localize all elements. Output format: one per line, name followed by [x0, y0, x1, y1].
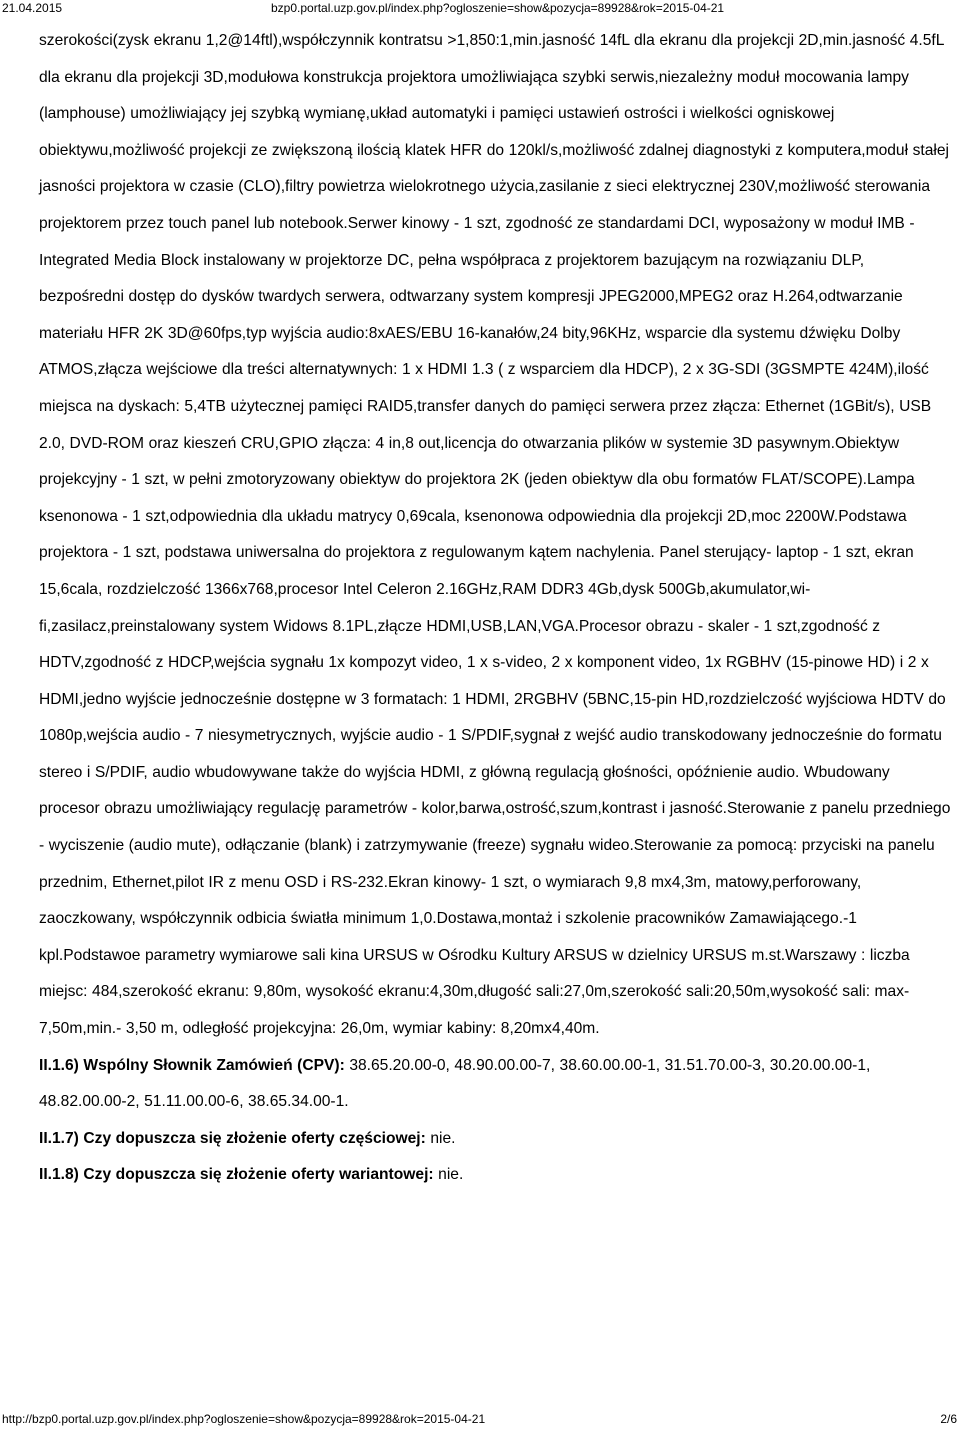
cpv-section	[39, 1048, 951, 1121]
print-header-url: bzp0.portal.uzp.gov.pl/index.php?ogloszenie=show&pozycja=89928&rok=2015-04-21	[271, 1, 725, 15]
page-number: 2/6	[940, 1412, 957, 1426]
variant-offer-value: nie.	[433, 1166, 464, 1184]
partial-offer-section	[39, 1121, 951, 1158]
print-footer	[0, 1410, 960, 1430]
specification-paragraph: szerokości(zysk ekranu 1,2@14ftl),współczynnik kontratsu >1,850:1,min.jasność 14fL dla ekranu dla projekcji 2D,min.jasność 4.5fL dla ekranu dla projekcji 3D,modułowa konstrukcja projektora umożliwiająca szybki serwis,niezależny moduł mocowania lampy (lamphouse) umożliwiający jej szybką wymianę,układ automatyki i pamięci ustawień ostrości i wielkości ogniskowej obiektywu,możliwość projekcji ze zwiększoną ilością klatek HFR do 120kl/s,możliwość zdalnej diagnostyki z komputera,moduł stałej jasności projektora w czasie (CLO),filtry powietrza wielokrotnego użycia,zasilanie z sieci elektrycznej 230V,możliwość sterowania projektorem przez touch panel lub notebook.Serwer kinowy - 1 szt, zgodność ze standardami DCI, wyposażony w moduł IMB - Integrated Media Block instalowany w projektorze DC, pełna współpraca z projektorem bazującym na rozwiązaniu DLP, bezpośredni dostęp do dysków twardych serwera, odtwarzany system kompresji JPEG2000,MPEG2 oraz H.264,odtwarzanie materiału HFR 2K 3D@60fps,typ wyjścia audio:8xAES/EBU 16-kanałów,24 bity,96KHz, wsparcie dla systemu dźwięku Dolby ATMOS,złącza wejściowe dla treści alternatywnych: 1 x HDMI 1.3 ( z wsparciem dla HDCP), 2 x 3G-SDI (3GSMPTE 424M),ilość miejsca na dyskach: 5,4TB użytecznej pamięci RAID5,transfer danych do pamięci serwera przez złącza: Ethernet (1GBit/s), USB 2.0, DVD-ROM oraz kieszeń CRU,GPIO złącza: 4 in,8 out,licencja do otwarzania plików w systemie 3D pasywnym.Obiektyw projekcyjny - 1 szt, w pełni zmotoryzowany obiektyw do projektora 2K (jeden obiektyw dla obu formatów FLAT/SCOPE).Lampa ksenonowa - 1 szt,odpowiednia dla układu matrycy 0,69cala, ksenonowa odpowiednia dla projekcji 2D,moc 2200W.Podstawa projektora - 1 szt, podstawa uniwersalna do projektora z regulowanym kątem nachylenia. Panel sterujący- laptop - 1 szt, ekran 15,6cala, rozdzielczość 1366x768,procesor Intel Celeron 2.16GHz,RAM DDR3 4Gb,dysk 500Gb,akumulator,wi-fi,zasilacz,preinstalowany system Widows 8.1PL,złącze HDMI,USB,LAN,VGA.Procesor obrazu - skaler - 1 szt,zgodność z HDTV,zgodność z HDCP,wejścia sygnału 1x kompozyt video, 1 x s-video, 2 x komponent video, 1x RGBHV (15-pinowe HD) i 2 x HDMI,jedno wyjście jednocześnie dostępne w 3 formatach: 1 HDMI, 2RGBHV (5BNC,15-pin HD,rozdzielczość wyjściowa HDTV do 1080p,wejścia audio - 7 niesymetrycznych, wyjście audio - 1 S/PDIF,sygnał z wejść audio transkodowany jednocześnie do formatu stereo i S/PDIF, audio wbudowywane także do wyjścia HDMI, z główną regulacją głośności, opóźnienie audio. Wbudowany procesor obrazu umożliwiający regulację parametrów - kolor,barwa,ostrość,szum,kontrast i jasność.Sterowanie z panelu przedniego - wyciszenie (audio mute), odłączanie (blank) i zatrzymywanie (freeze) sygnału wideo.Sterowanie za pomocą: przyciski na panelu przednim, Ethernet,pilot IR z menu OSD i RS-232.Ekran kinowy- 1 szt, o wymiarach 9,8 mx4,3m, matowy,perforowany, zaoczkowany, współczynnik odbicia światła minimum 1,0.Dostawa,montaż i szkolenie pracowników Zamawiającego.-1 kpl.Podstawoe parametry wymiarowe sali kina URSUS w Ośrodku Kultury ARSUS w dzielnicy URSUS m.st.Warszawy : liczba miejsc: 484,szerokość ekranu: 9,80m, wysokość ekranu:4,30m,długość sali:27,0m,szerokość sali:20,50m,wysokość sali: max-7,50m,min.- 3,50 m, odległość projekcyjna: 26,0m, wymiar kabiny: 8,20mx4,40m.	[39, 32, 951, 1038]
cpv-label: II.1.6) Wspólny Słownik Zamówień (CPV):	[39, 1056, 345, 1074]
variant-offer-section	[39, 1157, 951, 1194]
variant-offer-label: II.1.8) Czy dopuszcza się złożenie oferty wariantowej:	[39, 1166, 434, 1184]
print-header	[0, 0, 960, 18]
print-footer-url: http://bzp0.portal.uzp.gov.pl/index.php?ogloszenie=show&pozycja=89928&rok=2015-04-21	[2, 1412, 486, 1426]
cpv-codes: 38.65.20.00-0, 48.90.00.00-7, 38.60.00.00-1, 31.51.70.00-3, 30.20.00.00-1, 48.82.00.00-2, 51.11.00.00-6, 38.65.34.00-1.	[39, 1056, 871, 1111]
print-date: 21.04.2015	[2, 1, 63, 15]
partial-offer-value: nie.	[425, 1129, 456, 1147]
partial-offer-label: II.1.7) Czy dopuszcza się złożenie oferty częściowej:	[39, 1129, 426, 1147]
document-body	[39, 23, 951, 1194]
